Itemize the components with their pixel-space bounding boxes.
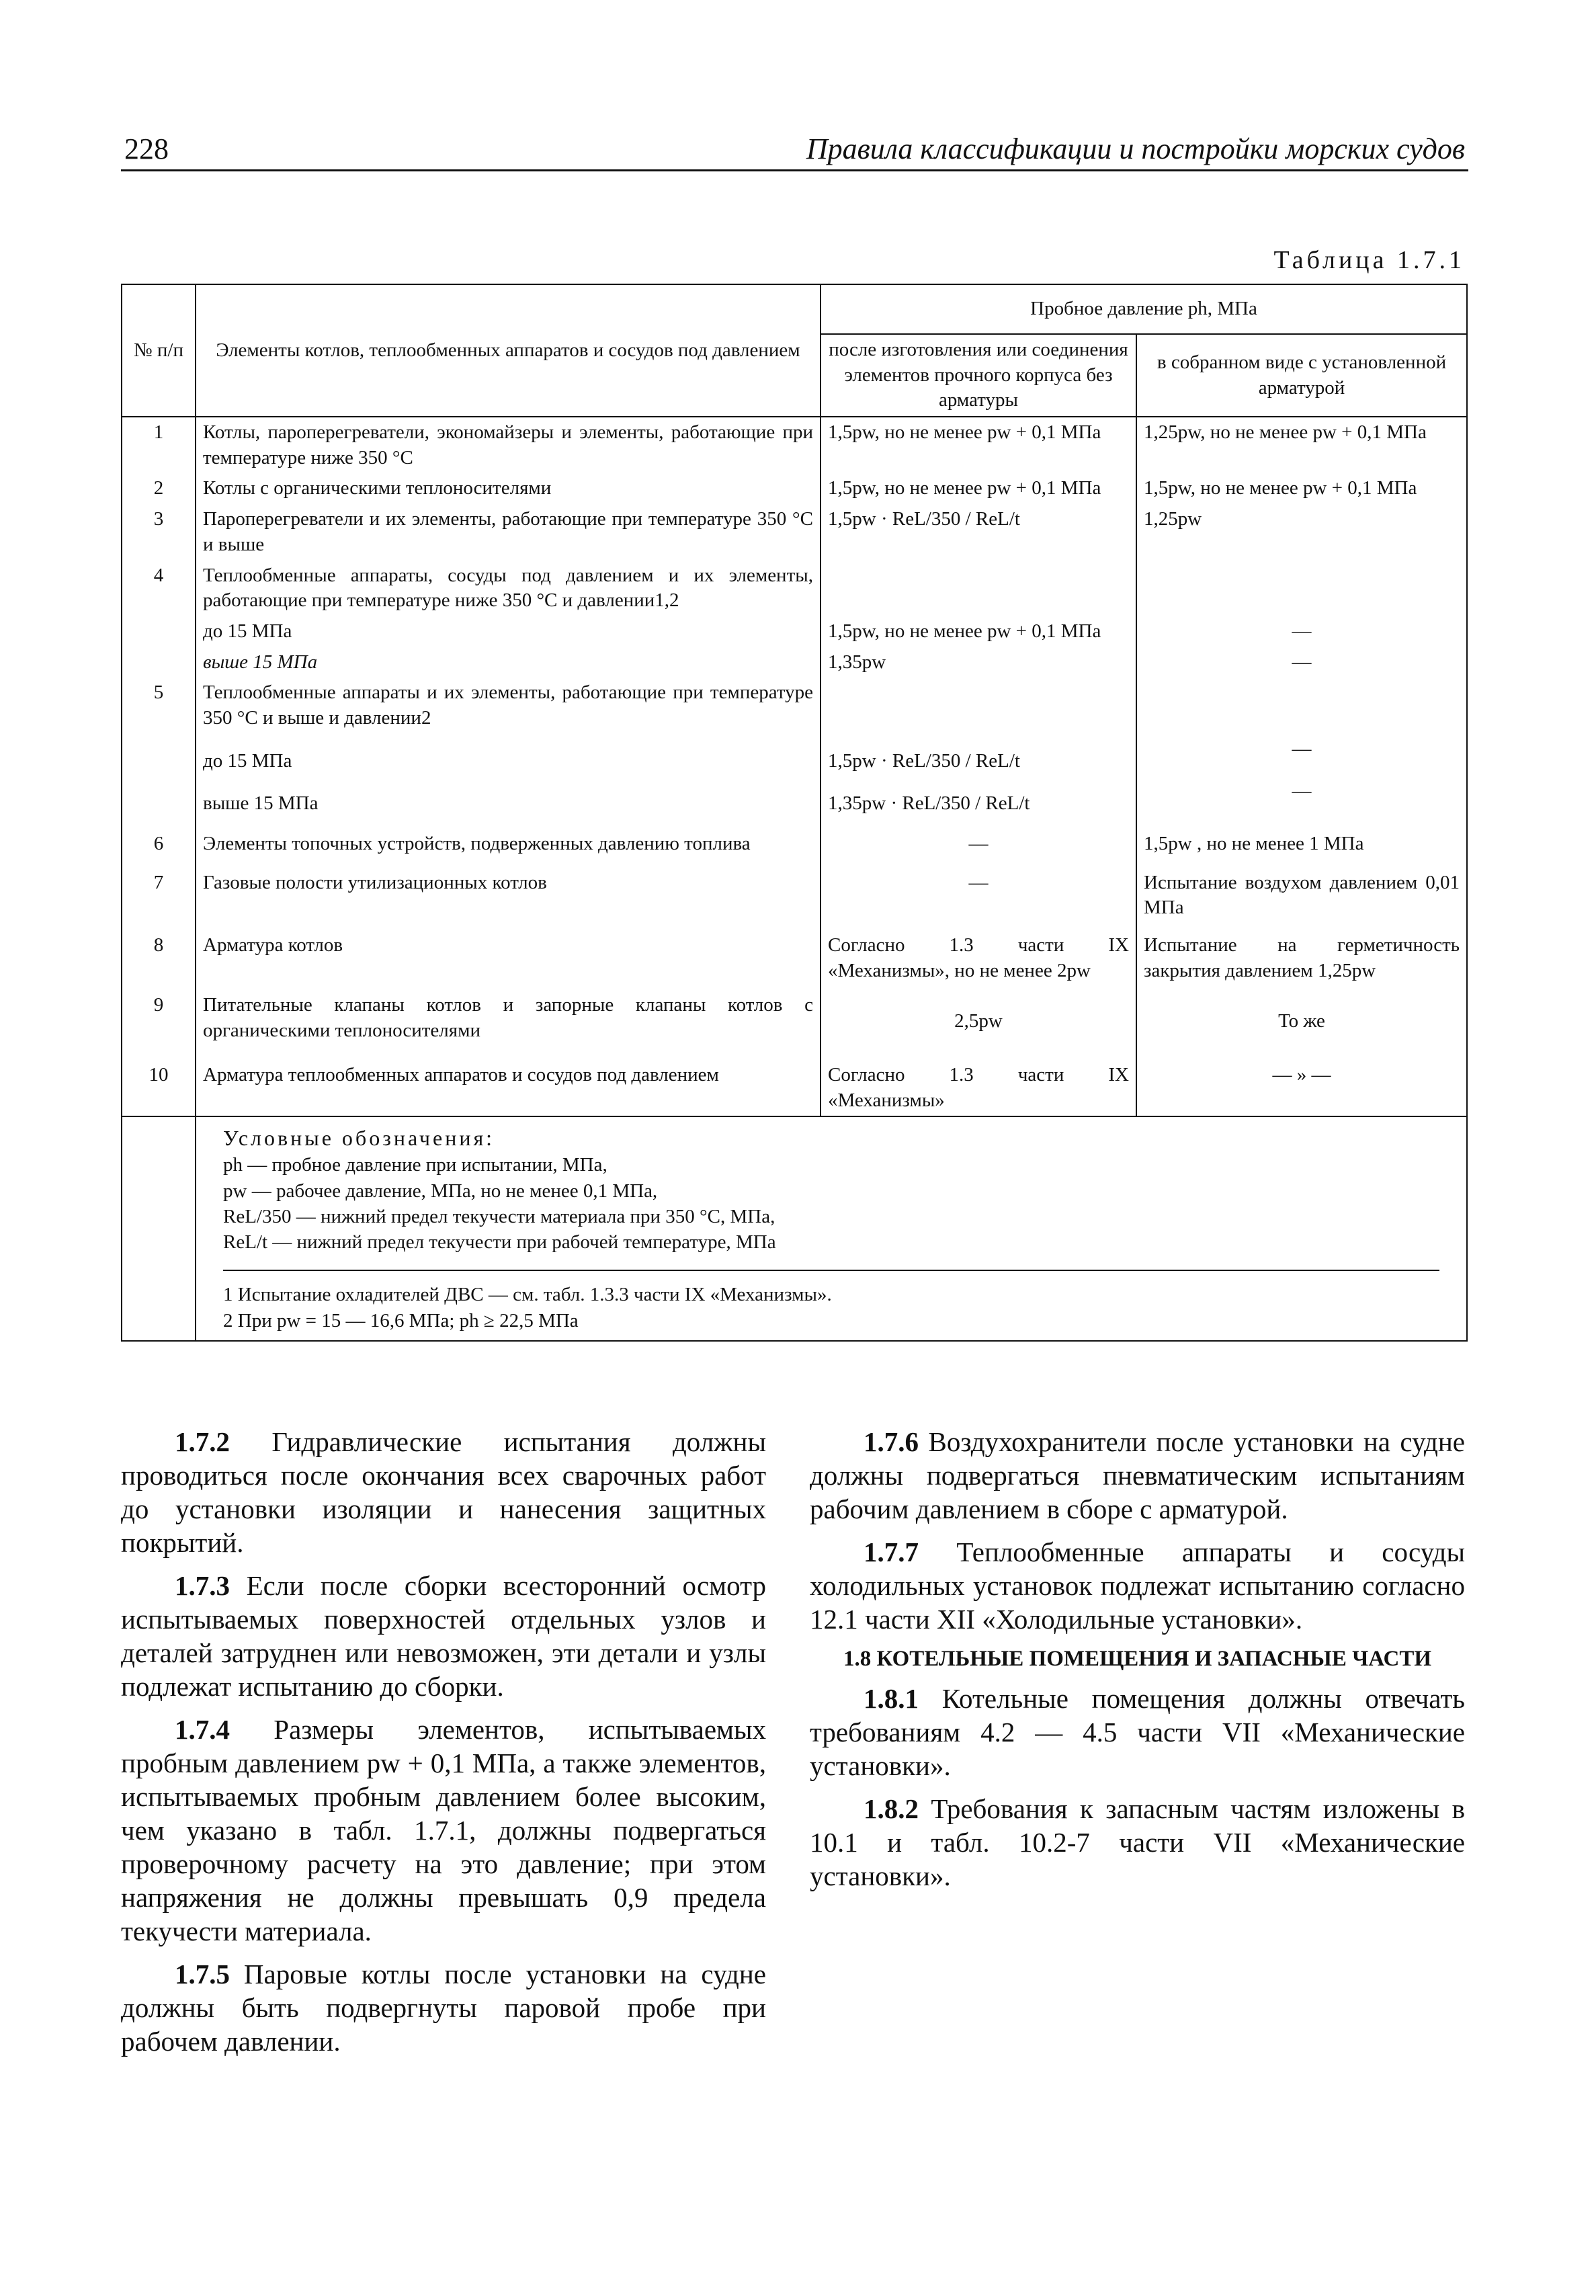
paragraph — [121, 1569, 766, 1703]
row-no: 2 — [122, 473, 196, 504]
paragraph — [810, 1792, 1465, 1893]
header-assembled: в собранном виде с установленной арматурой — [1136, 334, 1467, 417]
row-assembled: — » — — [1136, 1047, 1467, 1116]
paragraph-text: Гидравлические испытания должны проводиться после окончания всех сварочных работ до установки изоляции и нанесения защитных покрытий. — [121, 1426, 766, 1559]
row-assembled: 1,25pw — [1136, 504, 1467, 560]
row-no — [122, 616, 196, 647]
row-assembled: 1,25pw, но не менее pw + 0,1 МПа — [1136, 417, 1467, 473]
paragraph — [121, 1713, 766, 1948]
row-after — [821, 561, 1136, 616]
row-no — [122, 647, 196, 678]
row-assembled: 1,5pw, но не менее pw + 0,1 МПа — [1136, 473, 1467, 504]
paragraph-number: 1.8.2 — [864, 1793, 919, 1825]
row-no — [122, 734, 196, 777]
test-pressure-table — [121, 284, 1468, 1342]
row-no: 1 — [122, 417, 196, 473]
row-assembled: — — [1136, 616, 1467, 647]
header-after-manufacture: после изготовления или соединения элементов прочного корпуса без арматуры — [821, 334, 1136, 417]
footnote: 1 Испытание охладителей ДВС — см. табл. 1.3.3 части IX «Механизмы». — [223, 1284, 832, 1306]
paragraph-text: Требования к запасным частям изложены в 10.1 и табл. 10.2-7 части VII «Механические установки». — [810, 1793, 1465, 1892]
row-assembled: Испытание на герметичность закрытия давлением 1,25pw — [1136, 924, 1467, 986]
legend — [196, 1116, 1467, 1341]
table-row — [122, 819, 1467, 860]
row-after: Согласно 1.3 части IX «Механизмы» — [821, 1047, 1136, 1116]
table-row — [122, 776, 1467, 819]
row-after: 1,35pw · ReL/350 / ReL/t — [821, 776, 1136, 819]
row-after: — — [821, 860, 1136, 924]
row-assembled: — — [1136, 647, 1467, 678]
row-no — [122, 776, 196, 819]
row-after: 1,5pw, но не менее pw + 0,1 МПа — [821, 616, 1136, 647]
header-test-pressure: Пробное давление ph, МПа — [821, 284, 1467, 334]
row-no: 8 — [122, 924, 196, 986]
paragraph-number: 1.7.5 — [175, 1959, 230, 1990]
row-after: 1,5pw · ReL/350 / ReL/t — [821, 504, 1136, 560]
legend-item: ReL/350 — нижний предел текучести материала при 350 °С, МПа, — [223, 1205, 775, 1227]
table-footnotes — [223, 1270, 1439, 1334]
row-after: 1,5pw, но не менее pw + 0,1 МПа — [821, 473, 1136, 504]
table-row — [122, 986, 1467, 1046]
row-assembled: Испытание воздухом давлением 0,01 МПа — [1136, 860, 1467, 924]
row-no: 6 — [122, 819, 196, 860]
table-row — [122, 860, 1467, 924]
row-after: 1,5pw · ReL/350 / ReL/t — [821, 734, 1136, 777]
row-element: Элементы топочных устройств, подверженных давлению топлива — [196, 819, 821, 860]
row-element: до 15 МПа — [196, 734, 821, 777]
row-after — [821, 678, 1136, 733]
row-element: до 15 МПа — [196, 616, 821, 647]
row-assembled — [1136, 561, 1467, 616]
legend-row — [122, 1116, 1467, 1341]
row-element: выше 15 МПа — [196, 776, 821, 819]
paragraph-text: Размеры элементов, испытываемых пробным давлением pw + 0,1 МПа, а также элементов, испытываемых пробным давлением более высоким, чем указано в табл. 1.7.1, должны подвергаться проверочному расчету на это давление; при этом напряжения не должны превышать 0,9 предела текучести материала. — [121, 1714, 767, 1947]
row-assembled — [1136, 678, 1467, 733]
right-text-column — [810, 1425, 1465, 1902]
table-row — [122, 473, 1467, 504]
row-element: Арматура теплообменных аппаратов и сосудов под давлением — [196, 1047, 821, 1116]
row-assembled: — — [1136, 776, 1467, 819]
paragraph — [810, 1682, 1465, 1782]
row-element: Питательные клапаны котлов и запорные клапаны котлов с органическими теплоносителями — [196, 986, 821, 1046]
row-after: 1,35pw — [821, 647, 1136, 678]
paragraph — [121, 1957, 766, 2058]
paragraph-text: Если после сборки всесторонний осмотр испытываемых поверхностей отдельных узлов и деталей затруднен или невозможен, эти детали и узлы подлежат испытанию до сборки. — [121, 1570, 766, 1703]
paragraph-text: Теплообменные аппараты и сосуды холодильных установок подлежат испытанию согласно 12.1 части XII «Холодильные установки». — [810, 1536, 1466, 1635]
table-row — [122, 561, 1467, 616]
paragraph — [810, 1535, 1465, 1636]
table-row — [122, 647, 1467, 678]
table-row — [122, 678, 1467, 733]
page-number: 228 — [124, 132, 169, 165]
paragraph-number: 1.7.6 — [864, 1426, 919, 1457]
table-row — [122, 734, 1467, 777]
row-no: 10 — [122, 1047, 196, 1116]
paragraph-text: Паровые котлы после установки на судне должны быть подвергнуты паровой пробе при рабочем давлении. — [121, 1959, 767, 2057]
row-after: 1,5pw, но не менее pw + 0,1 МПа — [821, 417, 1136, 473]
paragraph — [121, 1425, 766, 1559]
table-row — [122, 616, 1467, 647]
table-row — [122, 924, 1467, 986]
left-text-column — [121, 1425, 766, 2067]
legend-item: ReL/t — нижний предел текучести при рабочей температуре, МПа — [223, 1231, 776, 1254]
row-no: 7 — [122, 860, 196, 924]
paragraph-text: Котельные помещения должны отвечать требованиям 4.2 — 4.5 части VII «Механические установки». — [810, 1683, 1465, 1782]
footnote: 2 При pw = 15 — 16,6 МПа; ph ≥ 22,5 МПа — [223, 1309, 579, 1331]
table-caption: Таблица 1.7.1 — [1273, 246, 1465, 274]
section-title: 1.8 КОТЕЛЬНЫЕ ПОМЕЩЕНИЯ И ЗАПАСНЫЕ ЧАСТИ — [843, 1647, 1432, 1672]
row-no: 3 — [122, 504, 196, 560]
row-element: Теплообменные аппараты, сосуды под давлением и их элементы, работающие при температуре ниже 350 °С и давлении1,2 — [196, 561, 821, 616]
header-no: № п/п — [122, 284, 196, 417]
row-after: Согласно 1.3 части IX «Механизмы», но не менее 2pw — [821, 924, 1136, 986]
paragraph-number: 1.7.7 — [864, 1536, 919, 1568]
table-row — [122, 1047, 1467, 1116]
paragraph-number: 1.8.1 — [864, 1683, 919, 1715]
legend-item: ph — пробное давление при испытании, МПа, — [223, 1154, 607, 1176]
row-after: — — [821, 819, 1136, 860]
header-rule — [121, 169, 1468, 171]
table-row — [122, 417, 1467, 473]
legend-title: Условные обозначения: — [223, 1126, 495, 1151]
row-no: 4 — [122, 561, 196, 616]
paragraph — [810, 1425, 1465, 1526]
row-no: 5 — [122, 678, 196, 733]
row-element: Пароперегреватели и их элементы, работающие при температуре 350 °С и выше — [196, 504, 821, 560]
paragraph-number: 1.7.4 — [175, 1714, 230, 1746]
row-after: 2,5pw — [821, 986, 1136, 1046]
row-no: 9 — [122, 986, 196, 1046]
table-header-row — [122, 284, 1467, 334]
row-assembled: — — [1136, 734, 1467, 777]
paragraph-number: 1.7.3 — [175, 1570, 230, 1602]
row-element: Арматура котлов — [196, 924, 821, 986]
row-assembled: 1,5pw , но не менее 1 МПа — [1136, 819, 1467, 860]
header-elements: Элементы котлов, теплообменных аппаратов и сосудов под давлением — [196, 284, 821, 417]
row-element: Газовые полости утилизационных котлов — [196, 860, 821, 924]
row-element: Котлы с органическими теплоносителями — [196, 473, 821, 504]
row-element: выше 15 МПа — [196, 647, 821, 678]
legend-item: pw — рабочее давление, МПа, но не менее 0,1 МПа, — [223, 1180, 658, 1202]
row-element: Теплообменные аппараты и их элементы, работающие при температуре 350 °С и выше и давлении2 — [196, 678, 821, 733]
running-title: Правила классификации и постройки морских судов — [806, 132, 1465, 165]
paragraph-number: 1.7.2 — [175, 1426, 230, 1457]
row-element: Котлы, пароперегреватели, экономайзеры и элементы, работающие при температуре ниже 350 °С — [196, 417, 821, 473]
table-row — [122, 504, 1467, 560]
paragraph-text: Воздухохранители после установки на судне должны подвергаться пневматическим испытаниям рабочим давлением в сборе с арматурой. — [810, 1426, 1466, 1525]
row-assembled: То же — [1136, 986, 1467, 1046]
